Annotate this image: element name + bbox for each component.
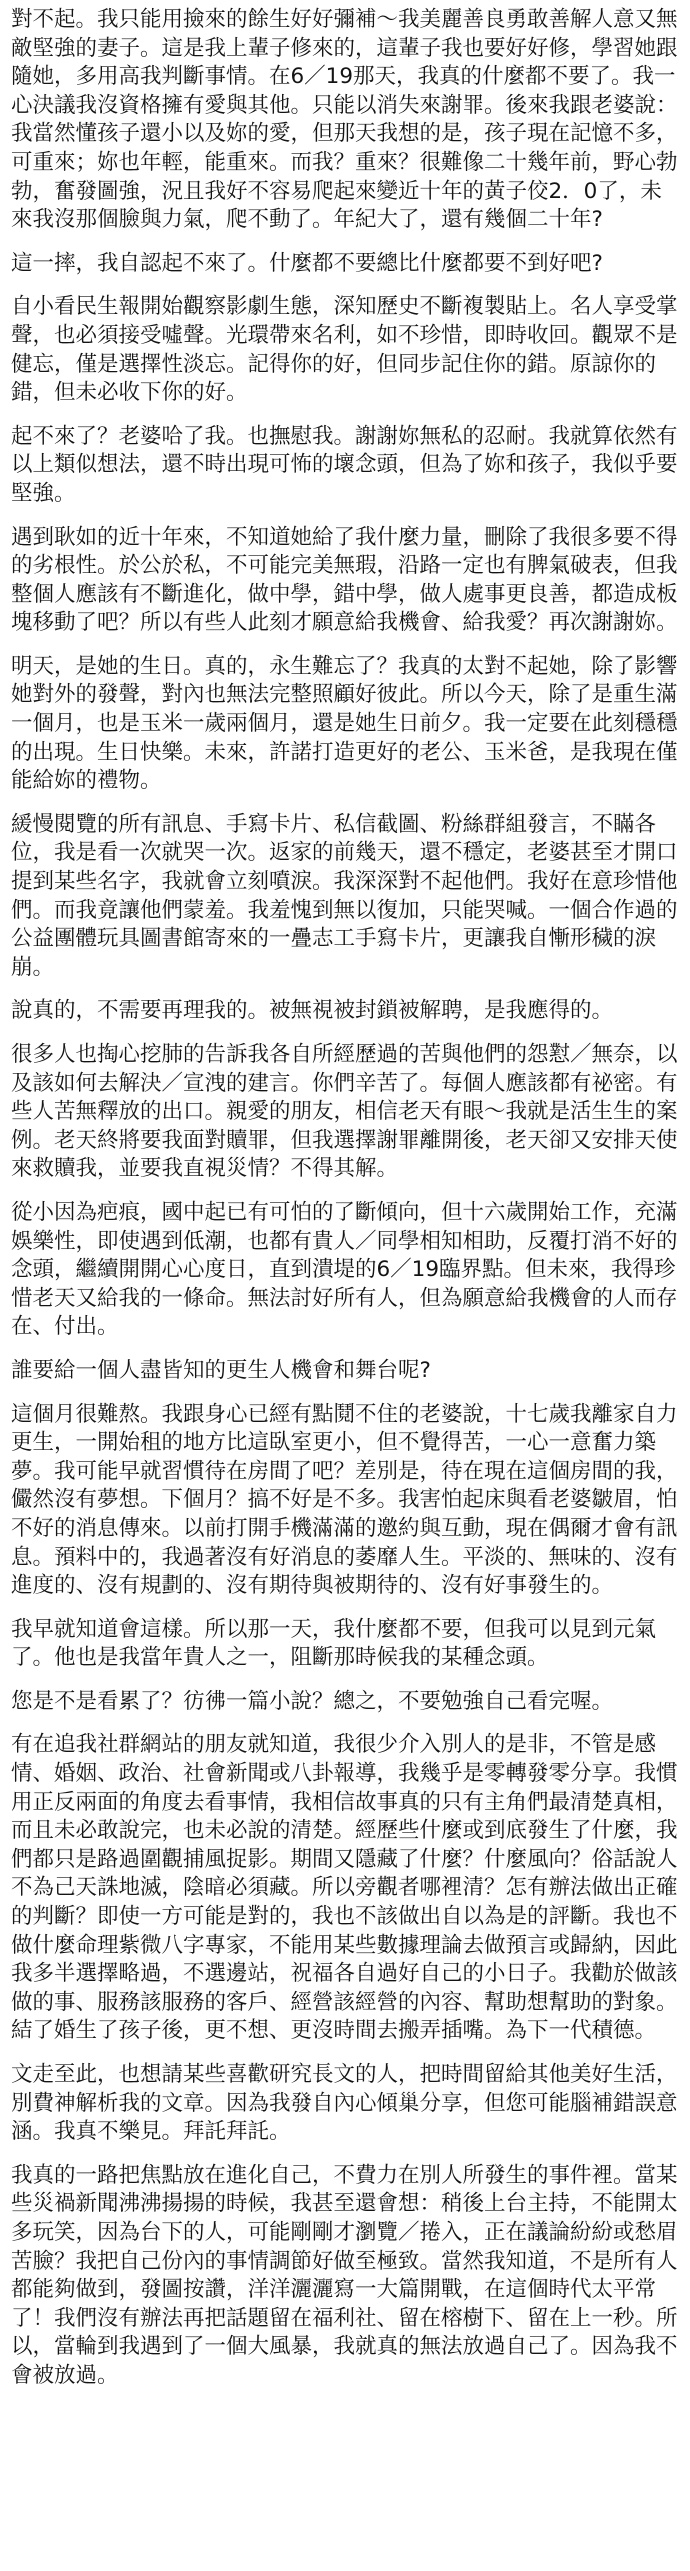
paragraph-15: 有在追我社群網站的朋友就知道，我很少介入別人的是非，不管是感情、婚姻、政治、社會新聞或八卦報導，我幾乎是零轉發零分享。我慣用正反兩面的角度去看事情，我相信故事真的只有主角們最清楚真相，而且未必敢說完，也未必說的清楚。經歷些什麼或到底發生了什麼，我們都只是路過圍觀捕風捉影。期間又隱藏了什麼？什麼風向？俗話說人不為己天誅地滅，陰暗必須藏。所以旁觀者哪裡清？怎有辦法做出正確的判斷？即使一方可能是對的，我也不該做出自以為是的評斷。我也不做什麼命理紫微八字專家，不能用某些數據理論去做預言或歸納，因此我多半選擇略過，不選邊站，祝福各自過好自己的小日子。我勸於做該做的事、服務該服務的客戶、經營該經營的內容、幫助想幫助的對象。結了婚生了孩子後，更不想、更沒時間去搬弄插嘴。為下一代積德。 <box>11 1732 678 2044</box>
paragraph-14: 您是不是看累了？彷彿一篇小說？總之，不要勉強自己看完喔。 <box>11 1688 614 1714</box>
paragraph-3: 自小看民生報開始觀察影劇生態，深知歷史不斷複製貼上。名人享受掌聲，也必須接受噓聲。光環帶來名利，如不珍惜，即時收回。觀眾不是健忘，僅是選擇性淡忘。記得你的好，但同步記住你的錯。原諒你的錯，但未必收下你的好。 <box>11 294 678 406</box>
paragraph-2: 這一摔，我自認起不來了。什麼都不要總比什麼都要不到好吧? <box>11 250 603 276</box>
paragraph-17: 我真的一路把焦點放在進化自己，不費力在別人所發生的事件裡。當某些災禍新聞沸沸揚揚的時候，我甚至還會想：稍後上台主持，不能開太多玩笑，因為台下的人，可能剛剛才瀏覽／捲入，正在議論紛紛或愁眉苦臉？我把自己份內的事情調節好做至極致。當然我知道，不是所有人都能夠做到，發圖按讚，洋洋灑灑寫一大篇開戰，在這個時代太平常了！我們沒有辦法再把話題留在福利社、留在榕樹下、留在上一秒。所以，當輪到我遇到了一個大風暴，我就真的無法放過自己了。因為我不會被放過。 <box>11 2162 678 2388</box>
paragraph-9: 很多人也掏心挖肺的告訴我各自所經歷過的苦與他們的怨懟／無奈，以及該如何去解決／宣洩的建言。你們辛苦了。每個人應該都有祕密。有些人苦無釋放的出口。親愛的朋友，相信老天有眼～我就是活生生的案例。老天終將要我面對贖罪，但我選擇謝罪離開後，老天卻又安排天使來救贖我，並要我直視災情？不得其解。 <box>11 1042 678 1182</box>
paragraph-10: 從小因為疤痕，國中起已有可怕的了斷傾向，但十六歲開始工作，充滿娛樂性，即使遇到低潮，也都有貴人／同學相知相助，反覆打消不好的念頭，繼續開開心心度日，直到潰堤的6／19臨界點。但未來，我得珍惜老天又給我的一條命。無法討好所有人，但為願意給我機會的人而存在、付出。 <box>11 1199 678 1340</box>
paragraph-4: 起不來了？老婆哈了我。也撫慰我。謝謝妳無私的忍耐。我就算依然有以上類似想法，還不時出現可怖的壞念頭，但為了妳和孩子，我似乎要堅強。 <box>11 423 678 506</box>
paragraph-8: 說真的，不需要再理我的。被無視被封鎖被解聘，是我應得的。 <box>11 998 614 1024</box>
paragraph-12: 這個月很難熬。我跟身心已經有點鬩不住的老婆說，十七歲我離家自力更生，一開始租的地方比這臥室更小，但不覺得苦，一心一意奮力築夢。我可能早就習慣待在房間了吧？差別是，待在現在這個房間的我，儼然沒有夢想。下個月？搞不好是不多。我害怕起床與看老婆皺眉，怕不好的消息傳來。以前打開手機滿滿的邀約與互動，現在偶爾才會有訊息。預料中的，我過著沒有好消息的萎靡人生。平淡的、無味的、沒有進度的、沒有規劃的、沒有期待與被期待的、沒有好事發生的。 <box>11 1401 678 1599</box>
paragraph-11: 誰要給一個人盡皆知的更生人機會和舞台呢? <box>11 1357 431 1383</box>
paragraph-16: 文走至此，也想請某些喜歡研究長文的人，把時間留給其他美好生活，別費神解析我的文章。因為我發自內心傾巢分享，但您可能腦補錯誤意涵。我真不樂見。拜託拜託。 <box>11 2062 678 2145</box>
paragraph-1: 對不起。我只能用撿來的餘生好好彌補～我美麗善良勇敢善解人意又無敵堅強的妻子。這是我上輩子修來的，這輩子我也要好好修，學習她跟隨她，多用高我判斷事情。在6／19那天，我真的什麼都不要了。我一心決議我沒資格擁有愛與其他。只能以消失來謝罪。後來我跟老婆說：我當然懂孩子還小以及妳的愛，但那天我想的是，孩子現在記憶不多，可重來；妳也年輕，能重來。而我？重來？很難像二十幾年前，野心勃勃，奮發圖強，況且我好不容易爬起來變近十年的黃子佼2．0了，未來我沒那個臉與力氣，爬不動了。年紀大了，還有幾個二十年? <box>11 7 678 233</box>
paragraph-7: 緩慢閱覽的所有訊息、手寫卡片、私信截圖、粉絲群組發言，不瞞各位，我是看一次就哭一次。返家的前幾天，還不穩定，老婆甚至才開口提到某些名字，我就會立刻噴淚。我深深對不起他們。我好在意珍惜他們。而我竟讓他們蒙羞。我羞愧到無以復加，只能哭喊。一個合作過的公益團體玩具圖書館寄來的一疊志工手寫卡片，更讓我自慚形穢的淚崩。 <box>11 811 678 980</box>
paragraph-13: 我早就知道會這樣。所以那一天，我什麼都不要，但我可以見到元氣了。他也是我當年貴人之一，阻斷那時候我的某種念頭。 <box>11 1616 657 1671</box>
paragraph-5: 遇到耿如的近十年來，不知道她給了我什麼力量，刪除了我很多要不得的劣根性。於公於私，不可能完美無瑕，沿路一定也有脾氣破表，但我整個人應該有不斷進化，做中學，錯中學，做人處事更良善，都造成板塊移動了吧？所以有些人此刻才願意給我機會、給我愛？再次謝謝妳。 <box>11 524 678 636</box>
paragraph-6: 明天，是她的生日。真的，永生難忘了？我真的太對不起她，除了影響她對外的發聲，對內也無法完整照顧好彼此。所以今天，除了是重生滿一個月，也是玉米一歲兩個月，還是她生日前夕。我一定要在此刻穩穩的出現。生日快樂。未來，許諾打造更好的老公、玉米爸，是我現在僅能給妳的禮物。 <box>11 653 678 794</box>
